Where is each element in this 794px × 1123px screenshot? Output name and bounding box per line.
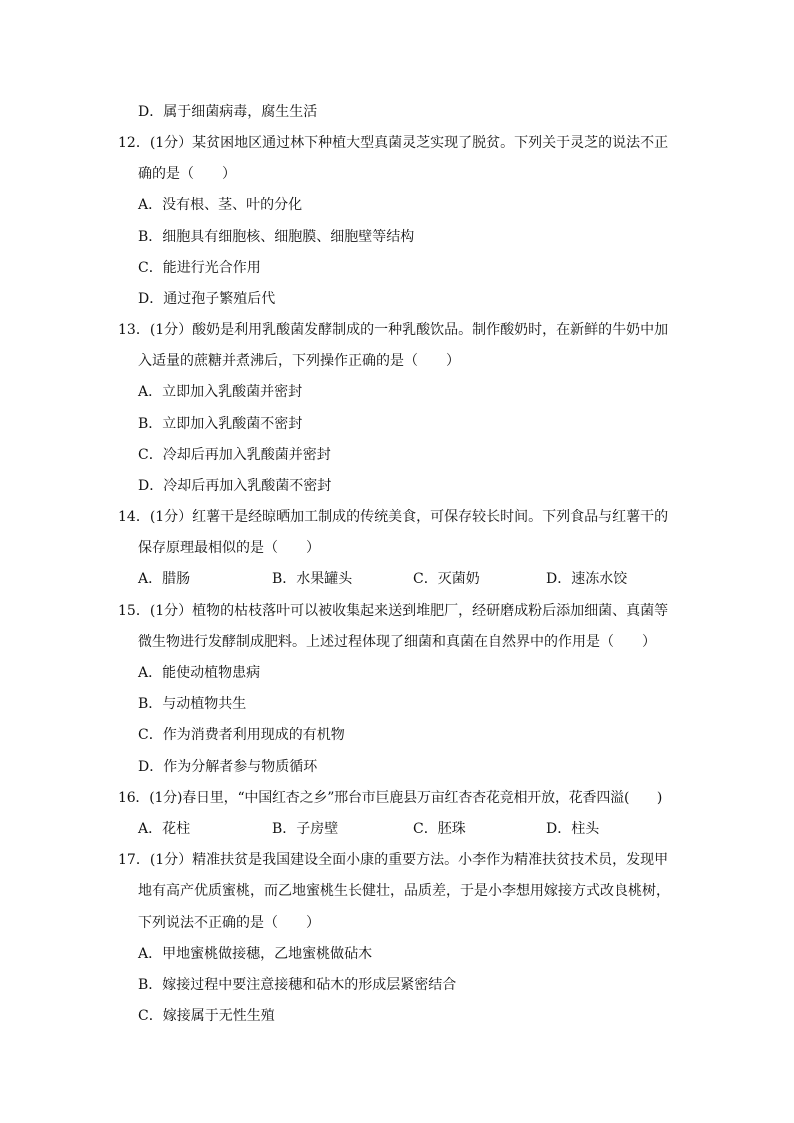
q14-stem-cont: 保存原理最相似的是（ ） [138,540,320,556]
q17-stem-cont-1: 地有高产优质蜜桃，而乙地蜜桃生长健壮，品质差，于是小李想用嫁接方式改良桃树， [138,883,670,899]
q15-option-b: B．与动植物共生 [138,696,247,712]
q15-option-c: C．作为消费者利用现成的有机物 [138,727,345,743]
q11-option-d: D．属于细菌病毒，腐生生活 [138,104,318,120]
q13-option-b: B．立即加入乳酸菌不密封 [138,416,303,432]
q16-option-b: B．子房壁 [272,821,339,837]
q12-option-a: A．没有根、茎、叶的分化 [138,197,303,213]
q12-option-c: C．能进行光合作用 [138,260,261,276]
q17-option-c: C．嫁接属于无性生殖 [138,1008,275,1024]
q16-option-d: D．柱头 [546,821,600,837]
q14-option-b: B．水果罐头 [272,571,353,587]
q12-stem-cont: 确的是（ ） [138,166,236,182]
q13-stem-cont: 入适量的蔗糖并煮沸后，下列操作正确的是（ ） [138,353,460,369]
q13-option-a: A．立即加入乳酸菌并密封 [138,384,303,400]
q16-option-c: C．胚珠 [413,821,466,837]
q12-option-b: B．细胞具有细胞核、细胞膜、细胞壁等结构 [138,229,415,245]
q14-option-d: D．速冻水饺 [546,571,628,587]
q15-stem-cont: 微生物进行发酵制成肥料。上述过程体现了细菌和真菌在自然界中的作用是（ ） [138,634,656,650]
q17-stem: 17．(1分）精准扶贫是我国建设全面小康的重要方法。小李作为精准扶贫技术员，发现甲 [118,852,669,868]
q12-stem: 12．(1分）某贫困地区通过林下种植大型真菌灵芝实现了脱贫。下列关于灵芝的说法不正 [118,135,669,151]
q12-option-d: D．通过孢子繁殖后代 [138,291,276,307]
q15-option-a: A．能使动植物患病 [138,665,261,681]
q14-stem: 14．(1分）红薯干是经晾晒加工制成的传统美食，可保存较长时间。下列食品与红薯干的 [118,509,669,525]
q15-option-d: D．作为分解者参与物质循环 [138,759,318,775]
q13-option-c: C．冷却后再加入乳酸菌并密封 [138,447,331,463]
q16-option-a: A．花柱 [138,821,191,837]
q13-stem: 13．(1分）酸奶是利用乳酸菌发酵制成的一种乳酸饮品。制作酸奶时，在新鲜的牛奶中加 [118,322,669,338]
q14-option-a: A．腊肠 [138,571,191,587]
q17-option-b: B．嫁接过程中要注意接穗和砧木的形成层紧密结合 [138,977,457,993]
q17-option-a: A．甲地蜜桃做接穗，乙地蜜桃做砧木 [138,946,373,962]
q14-option-c: C．灭菌奶 [413,571,480,587]
q13-option-d: D．冷却后再加入乳酸菌不密封 [138,478,332,494]
q15-stem: 15．(1分）植物的枯枝落叶可以被收集起来送到堆肥厂，经研磨成粉后添加细菌、真菌等 [118,603,669,619]
q17-stem-cont-2: 下列说法不正确的是（ ） [138,915,320,931]
q16-stem: 16．(1分)春日里，“中国红杏之乡”邢台市巨鹿县万亩红杏杏花竞相开放，花香四溢( ) [118,790,663,806]
